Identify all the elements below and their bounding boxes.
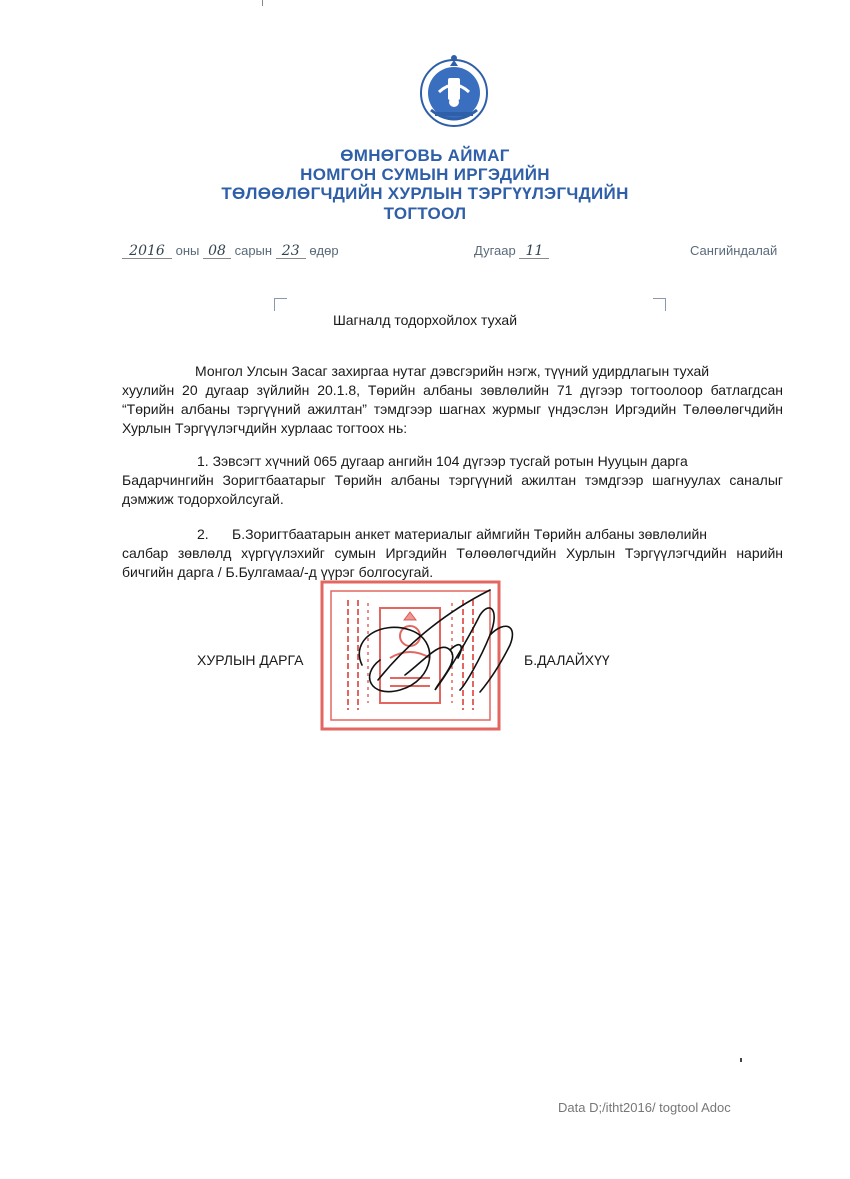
document-place: Сангийндалай	[690, 243, 778, 258]
date-month-suffix: сарын	[230, 243, 276, 258]
number-label: Дугаар	[474, 243, 520, 258]
item-1-first-line: 1. Зэвсэгт хүчний 065 дугаар ангийн 104 дүгээр тусгай ротын Нууцын дарга	[197, 453, 688, 469]
preamble-rest: хуулийн 20 дугаар зүйлийн 20.1.8, Төрийн албаны зөвлөлийн 71 дүгээр тогтоолоор батлагдсан “Төрийн албаны тэргүүний ажилтан” тэмдгээр шагнах журмыг үндэслэн Иргэдийн Төлөөлөгчдийн Хурлын Тэргүүлэгчдийн хурлаас тогтоох нь:	[122, 382, 783, 436]
document-subject: Шагналд тодорхойлох тухай	[332, 312, 518, 328]
subject-bracket-left	[274, 298, 287, 311]
header-council: ТӨЛӨӨЛӨГЧДИЙН ХУРЛЫН ТЭРГҮҮЛЭГЧДИЙН	[221, 184, 629, 203]
date-month: 08	[203, 244, 231, 259]
date-year-suffix: оны	[172, 243, 203, 258]
document-number	[474, 243, 549, 259]
signatory-title: ХУРЛЫН ДАРГА	[197, 652, 304, 668]
item-2-first-line: 2. Б.Зоригтбаатарын анкет материалыг аймгийн Төрийн албаны зөвлөлийн	[197, 526, 708, 542]
handwritten-signature	[340, 580, 530, 720]
scan-speck	[740, 1058, 742, 1062]
signatory-name: Б.ДАЛАЙХҮҮ	[524, 652, 610, 668]
file-path-footer: Data D;/itht2016/ togtool Adoc	[558, 1100, 731, 1115]
number-value: 11	[519, 244, 549, 259]
date-day: 23	[276, 244, 306, 259]
preamble-first-line: Монгол Улсын Засаг захиргаа нутаг дэвсгэрийн нэгж, түүний удирдлагын тухай	[195, 363, 710, 379]
scan-mark	[262, 0, 263, 6]
item-2-rest: салбар зөвлөлд хүргүүлэхийг сумын Иргэдийн Төлөөлөгчдийн Хурлын Тэргүүлэгчдийн нарийн бичгийн дарга / Б.Булгамаа/-д үүрэг болгосугай.	[122, 545, 783, 580]
header-province: ӨМНӨГОВЬ АЙМАГ	[340, 146, 510, 165]
document-date	[122, 243, 339, 259]
header-document-type: ТОГТООЛ	[383, 204, 467, 223]
state-emblem-icon	[415, 52, 493, 130]
item-1-rest: Бадарчингийн Зоригтбаатарыг Төрийн албаны тэргүүний ажилтан тэмдгээр шагнуулах саналыг дэмжиж тодорхойлсугай.	[122, 472, 783, 507]
header-soum: НОМГОН СУМЫН ИРГЭДИЙН	[300, 165, 550, 184]
date-year: 2016	[122, 244, 172, 259]
subject-bracket-right	[653, 298, 666, 311]
date-day-suffix: өдөр	[305, 243, 339, 258]
